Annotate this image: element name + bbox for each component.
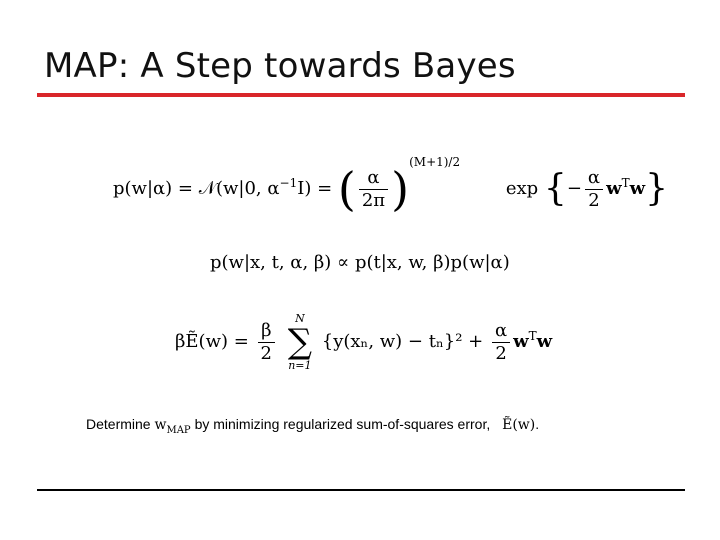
left-paren: ( <box>337 162 356 216</box>
prior-inner-num: α <box>585 167 603 190</box>
error-frac1-num: β <box>258 320 275 343</box>
prior-transpose: T <box>621 176 630 190</box>
error-w: w <box>513 331 529 352</box>
prior-w-end: w <box>629 178 646 199</box>
posterior-equation: p(w|x, t, α, β) ∝ p(t|x, w, β)p(w|α) <box>210 252 510 273</box>
prior-inner-fraction <box>585 167 603 212</box>
caption-end: . <box>535 416 540 432</box>
prior-fraction <box>359 167 388 212</box>
error-equation <box>175 312 552 372</box>
title-divider <box>37 93 685 97</box>
caption-symbol: w <box>154 417 167 433</box>
slide-title: MAP: A Step towards Bayes <box>44 46 516 86</box>
sigma-icon: ∑ <box>287 322 313 362</box>
error-lhs: βẼ(w) = <box>175 331 249 352</box>
error-body: {y(xₙ, w) − tₙ}² + <box>321 331 484 352</box>
error-fraction-2 <box>492 320 510 365</box>
summation <box>288 312 312 372</box>
left-brace: { <box>543 168 567 209</box>
prior-frac-den: 2π <box>361 189 386 211</box>
error-frac1-den: 2 <box>260 342 272 364</box>
sum-upper: N <box>295 312 305 325</box>
prior-w: w <box>606 178 622 199</box>
prior-equation: p(w|α) = 𝒩(w|0, $\alpha^{-1}I$) = ( $\frac{\alpha}{2\pi}$ )$^{(M+1)/2}$ exp {− $\frac{\alpha}{2}$ $w^Tw$} <box>113 155 668 216</box>
caption-func: Ẽ(w) <box>502 417 536 433</box>
error-frac2-den: 2 <box>495 342 507 364</box>
prior-frac-num: α <box>359 167 388 190</box>
caption-middle: by minimizing regularized sum-of-squares error, <box>194 416 491 432</box>
caption-symbol-sub: MAP <box>166 424 191 436</box>
prior-power: (M+1)/2 <box>409 155 461 169</box>
prior-lhs: p(w|α) = 𝒩(w|0, α <box>113 178 280 199</box>
prior-cov: I) = <box>297 178 333 199</box>
error-w-end: w <box>536 331 553 352</box>
exp-label: exp <box>505 178 539 199</box>
right-paren: ) <box>391 162 410 216</box>
error-transpose: T <box>528 329 537 343</box>
prior-inverse: −1 <box>279 176 298 190</box>
right-brace: } <box>645 168 668 209</box>
caption <box>86 416 539 436</box>
bottom-divider <box>37 489 685 491</box>
caption-prefix: Determine <box>86 416 151 432</box>
error-fraction-1 <box>258 320 275 365</box>
error-frac2-num: α <box>492 320 510 343</box>
sum-lower: n=1 <box>288 359 312 372</box>
prior-inner-den: 2 <box>588 189 600 211</box>
